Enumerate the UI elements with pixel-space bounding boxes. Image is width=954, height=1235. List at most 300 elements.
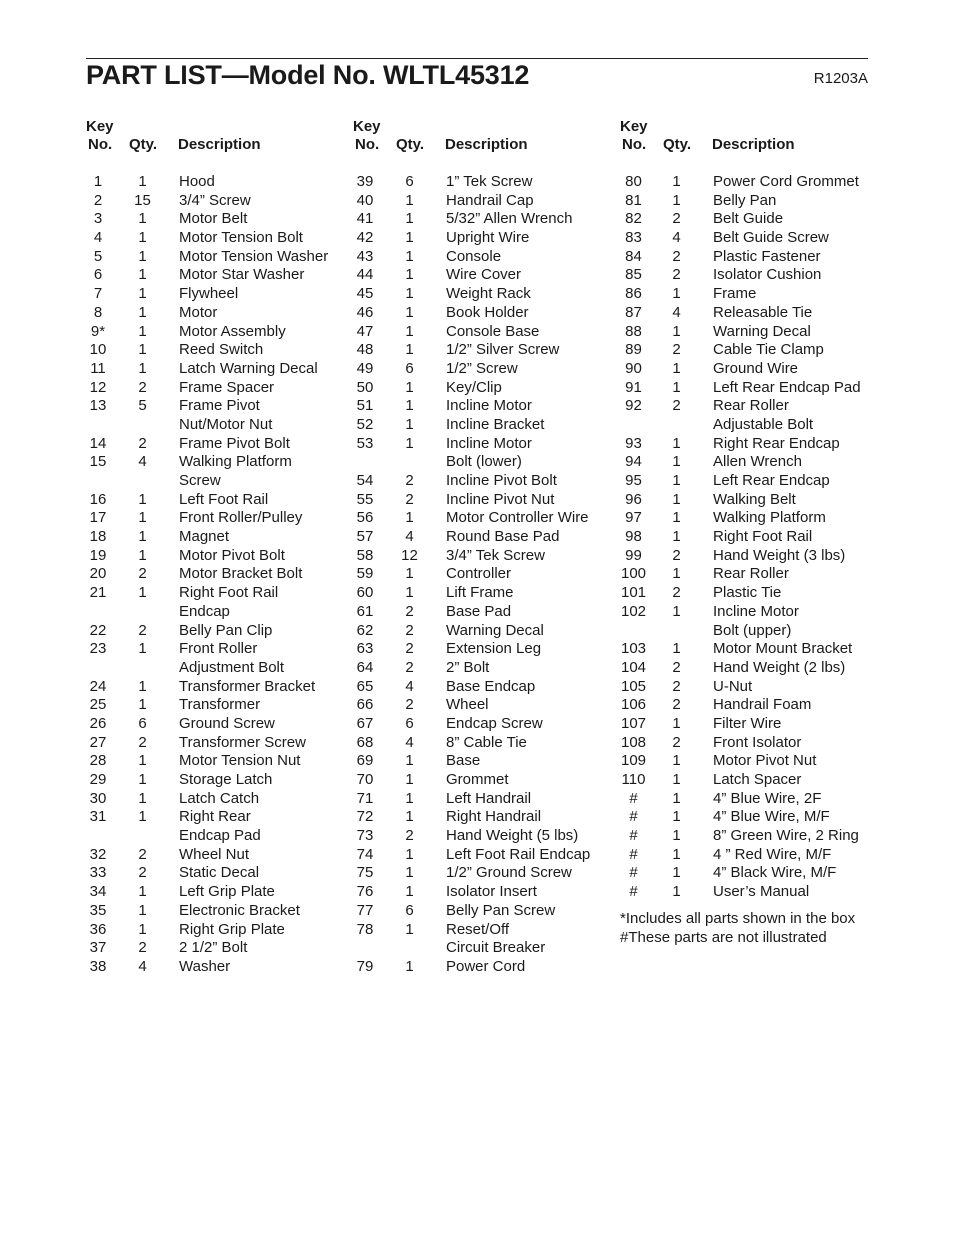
column-header [620, 118, 880, 156]
quantity: 1 [405, 303, 414, 321]
part-description: Console Base [446, 322, 540, 340]
footnotes [620, 910, 880, 947]
quantity: 4 [138, 957, 147, 975]
part-row [86, 248, 348, 267]
key-number: 14 [89, 434, 107, 452]
part-description: Ground Screw [179, 714, 275, 732]
part-description: Warning Decal [713, 322, 811, 340]
quantity: 1 [672, 322, 681, 340]
key-number: 82 [625, 210, 642, 228]
part-row [86, 696, 348, 715]
part-description: 3/4” Tek Screw [446, 546, 545, 564]
key-number: 31 [89, 808, 107, 826]
part-row [620, 509, 880, 528]
part-row [620, 341, 880, 360]
quantity: 1 [138, 509, 147, 527]
key-number: 81 [625, 191, 642, 209]
key-number: 17 [89, 509, 107, 527]
part-description: 5/32” Allen Wrench [446, 210, 573, 228]
part-description: Left Grip Plate [179, 883, 275, 901]
part-description: Endcap [179, 602, 230, 620]
part-description: Round Base Pad [446, 528, 560, 546]
key-number: 61 [356, 602, 374, 620]
key-number: 76 [356, 883, 374, 901]
part-description: Frame Pivot [179, 397, 260, 415]
parts-rows [620, 173, 880, 902]
quantity: 2 [138, 939, 147, 957]
part-description: Latch Catch [179, 789, 260, 807]
part-description: Lift Frame [446, 584, 514, 602]
part-description: Right Rear [179, 808, 251, 826]
part-row [353, 491, 615, 510]
key-number: 49 [356, 359, 374, 377]
quantity: 1 [672, 771, 681, 788]
quantity: 1 [138, 920, 147, 938]
key-number: # [629, 845, 638, 863]
part-description: Upright Wire [446, 229, 530, 247]
part-description: Reset/Off [446, 920, 510, 938]
part-row [86, 229, 348, 248]
footnote-not-illustrated: #These parts are not illustrated [620, 928, 827, 946]
quantity: 1 [405, 210, 414, 228]
part-row [620, 603, 880, 622]
part-row [353, 229, 615, 248]
key-number: 57 [356, 528, 374, 546]
part-row [86, 659, 348, 678]
quantity: 1 [405, 771, 414, 788]
part-row [86, 622, 348, 641]
key-number: 5 [93, 247, 103, 265]
quantity: 1 [672, 453, 681, 471]
part-description: Belly Pan [713, 191, 777, 209]
part-row [620, 528, 880, 547]
quantity: 1 [138, 696, 147, 714]
part-row [86, 958, 348, 977]
part-description: Right Grip Plate [179, 920, 285, 938]
quantity: 1 [138, 808, 147, 826]
quantity: 2 [405, 472, 414, 489]
key-number: 85 [625, 266, 642, 284]
part-description: Rear Roller [713, 397, 789, 415]
key-number: 66 [356, 696, 374, 714]
part-description: Transformer Bracket [179, 677, 316, 695]
key-number: 18 [89, 528, 107, 546]
footnote-included: *Includes all parts shown in the box [620, 909, 856, 927]
key-number: 9* [90, 322, 106, 340]
quantity: 6 [405, 173, 414, 190]
quantity: 1 [405, 397, 414, 415]
key-number: 58 [356, 546, 374, 564]
key-number: 37 [89, 939, 107, 957]
part-row [353, 528, 615, 547]
quantity: 2 [405, 621, 414, 639]
key-number: 11 [90, 359, 106, 377]
key-number: 10 [89, 341, 107, 359]
quantity: 1 [405, 266, 414, 284]
quantity: 1 [405, 322, 414, 340]
part-description: Hand Weight (3 lbs) [713, 546, 846, 564]
part-row [353, 622, 615, 641]
part-row [86, 864, 348, 883]
key-number: 23 [89, 640, 107, 658]
part-row [353, 846, 615, 865]
key-number: 26 [89, 714, 107, 732]
key-number: 94 [625, 453, 642, 471]
part-row [86, 397, 348, 416]
quantity: 1 [405, 247, 414, 265]
quantity: 2 [405, 658, 414, 676]
quantity: 1 [138, 247, 147, 265]
part-row [353, 397, 615, 416]
quantity: 1 [672, 285, 681, 303]
key-number: 30 [89, 789, 107, 807]
part-description: Motor Tension Bolt [179, 229, 303, 247]
part-description: Releasable Tie [713, 303, 813, 321]
quantity: 1 [672, 883, 681, 901]
part-row [353, 752, 615, 771]
part-description: Endcap Screw [446, 714, 543, 732]
part-row [86, 416, 348, 435]
part-description: Right Foot Rail [713, 528, 813, 546]
quantity: 4 [405, 733, 414, 751]
quantity: 1 [672, 565, 681, 583]
part-description: Electronic Bracket [179, 901, 300, 919]
key-number: 25 [89, 696, 107, 714]
part-row [620, 696, 880, 715]
key-number: 60 [356, 584, 374, 602]
part-row [620, 846, 880, 865]
part-row [86, 939, 348, 958]
quantity: 4 [405, 677, 414, 695]
key-number: 56 [356, 509, 374, 527]
key-number: 101 [620, 584, 647, 602]
quantity: 1 [405, 789, 414, 807]
quantity: 1 [672, 472, 681, 489]
part-row [353, 304, 615, 323]
part-row [353, 285, 615, 304]
part-row [620, 715, 880, 734]
no-header: No. [622, 136, 647, 153]
part-row [620, 229, 880, 248]
key-number: 52 [356, 415, 374, 433]
part-description: Belt Guide [713, 210, 784, 228]
part-description: Transformer Screw [179, 733, 306, 751]
part-description: 1/2” Ground Screw [446, 864, 572, 882]
part-row [86, 715, 348, 734]
key-number: 39 [356, 173, 374, 190]
part-description: Base Pad [446, 602, 512, 620]
key-number: 21 [89, 584, 107, 602]
quantity: 1 [138, 303, 147, 321]
part-description: Right Rear Endcap [713, 434, 840, 452]
quantity: 2 [672, 210, 681, 228]
key-number: 51 [356, 397, 374, 415]
part-description: Left Rear Endcap [713, 472, 830, 489]
part-description: Incline Pivot Bolt [446, 472, 557, 489]
part-description: Bolt (upper) [713, 621, 792, 639]
part-row [353, 958, 615, 977]
qty-header: Qty. [396, 136, 425, 153]
part-description: Console [446, 247, 502, 265]
quantity: 1 [405, 752, 414, 770]
quantity: 1 [138, 640, 147, 658]
part-description: User’s Manual [713, 883, 810, 901]
qty-header: Qty. [663, 136, 692, 153]
key-number: 55 [356, 490, 374, 508]
part-row [620, 659, 880, 678]
quantity: 1 [138, 229, 147, 247]
quantity: 1 [672, 864, 681, 882]
key-number: 69 [356, 752, 374, 770]
key-number: 63 [356, 640, 374, 658]
part-row [353, 173, 615, 192]
part-description: Ground Wire [713, 359, 799, 377]
quantity: 1 [405, 229, 414, 247]
part-row [86, 771, 348, 790]
quantity: 1 [138, 173, 147, 190]
quantity: 1 [672, 714, 681, 732]
key-number: 92 [625, 397, 642, 415]
part-description: Plastic Tie [713, 584, 782, 602]
quantity: 4 [138, 453, 147, 471]
part-row [620, 678, 880, 697]
part-description: Controller [446, 565, 512, 583]
part-description: Motor Assembly [179, 322, 286, 340]
part-description: Motor Bracket Bolt [179, 565, 303, 583]
quantity: 2 [138, 565, 147, 583]
quantity: 15 [134, 191, 151, 209]
quantity: 1 [405, 565, 414, 583]
part-description: Hand Weight (2 lbs) [713, 658, 846, 676]
part-description: 8” Green Wire, 2 Ring [713, 827, 859, 845]
quantity: 1 [405, 883, 414, 901]
part-row [620, 640, 880, 659]
quantity: 1 [138, 490, 147, 508]
quantity: 1 [138, 341, 147, 359]
key-header: Key [353, 118, 381, 135]
part-description: Grommet [446, 771, 509, 788]
part-row [620, 584, 880, 603]
quantity: 1 [405, 509, 414, 527]
part-description: Front Roller [179, 640, 258, 658]
part-description: Key/Clip [446, 378, 502, 396]
quantity: 1 [672, 359, 681, 377]
part-row [86, 640, 348, 659]
part-description: 3/4” Screw [179, 191, 251, 209]
quantity: 2 [405, 490, 414, 508]
quantity: 1 [672, 789, 681, 807]
key-number: 3 [93, 210, 103, 228]
key-number: 7 [93, 285, 103, 303]
key-number: 77 [356, 901, 374, 919]
quantity: 2 [138, 733, 147, 751]
key-number: 64 [356, 658, 374, 676]
part-description: Book Holder [446, 303, 529, 321]
part-description: Motor Pivot Bolt [179, 546, 285, 564]
quantity: 2 [672, 266, 681, 284]
part-row [86, 472, 348, 491]
quantity: 1 [138, 322, 147, 340]
part-description: Right Handrail [446, 808, 542, 826]
quantity: 1 [672, 752, 681, 770]
key-number: 105 [620, 677, 647, 695]
part-description: Handrail Cap [446, 191, 534, 209]
part-description: Wheel [446, 696, 489, 714]
quantity: 1 [405, 584, 414, 602]
part-row [620, 173, 880, 192]
part-row [353, 323, 615, 342]
key-number: 87 [625, 303, 642, 321]
part-row [620, 883, 880, 902]
quantity: 1 [672, 640, 681, 658]
key-number: 72 [356, 808, 374, 826]
part-row [353, 939, 615, 958]
part-description: 2 1/2” Bolt [179, 939, 248, 957]
part-row [353, 565, 615, 584]
part-description: Static Decal [179, 864, 260, 882]
key-number: 100 [620, 565, 647, 583]
part-description: Motor Tension Nut [179, 752, 301, 770]
key-number: 32 [89, 845, 107, 863]
part-row [86, 565, 348, 584]
part-row [86, 323, 348, 342]
quantity: 4 [672, 229, 681, 247]
part-description: Motor Pivot Nut [713, 752, 817, 770]
part-description: 1” Tek Screw [446, 173, 533, 190]
key-number: 91 [625, 378, 642, 396]
part-description: Belly Pan Screw [446, 901, 556, 919]
part-description: 2” Bolt [446, 658, 490, 676]
quantity: 2 [138, 434, 147, 452]
key-number: 22 [89, 621, 107, 639]
part-row [353, 902, 615, 921]
key-number: 110 [621, 771, 646, 788]
part-description: Left Foot Rail Endcap [446, 845, 591, 863]
key-number: 8 [93, 303, 103, 321]
part-row [353, 827, 615, 846]
part-description: Circuit Breaker [446, 939, 546, 957]
key-number: 106 [620, 696, 647, 714]
quantity: 1 [405, 341, 414, 359]
quantity: 2 [672, 677, 681, 695]
key-number: 34 [89, 883, 107, 901]
part-description: U-Nut [713, 677, 753, 695]
part-description: 1/2” Silver Screw [446, 341, 560, 359]
part-row [353, 640, 615, 659]
part-description: Allen Wrench [713, 453, 802, 471]
part-row [86, 883, 348, 902]
part-description: Frame [713, 285, 757, 303]
quantity: 1 [672, 528, 681, 546]
quantity: 1 [405, 285, 414, 303]
part-description: Incline Bracket [446, 415, 545, 433]
quantity: 1 [672, 808, 681, 826]
key-number: 74 [356, 845, 374, 863]
quantity: 1 [405, 808, 414, 826]
part-description: Frame Pivot Bolt [179, 434, 290, 452]
quantity: 2 [405, 602, 414, 620]
part-row [86, 921, 348, 940]
key-number: 89 [625, 341, 642, 359]
key-number: 62 [356, 621, 374, 639]
part-description: 1/2” Screw [446, 359, 518, 377]
quantity: 1 [138, 528, 147, 546]
key-number: 24 [89, 677, 107, 695]
quantity: 1 [405, 191, 414, 209]
parts-column-2 [353, 118, 615, 977]
key-number: 65 [356, 677, 374, 695]
part-description: Belt Guide Screw [713, 229, 829, 247]
part-description: 8” Cable Tie [446, 733, 527, 751]
quantity: 2 [138, 378, 147, 396]
key-number: 46 [356, 303, 374, 321]
part-description: Adjustment Bolt [179, 658, 285, 676]
part-row [353, 210, 615, 229]
part-description: Cable Tie Clamp [713, 341, 824, 359]
quantity: 1 [405, 920, 414, 938]
part-row [86, 453, 348, 472]
quantity: 1 [138, 266, 147, 284]
key-number: 41 [356, 210, 374, 228]
quantity: 1 [672, 509, 681, 527]
part-description: Incline Motor [446, 397, 532, 415]
key-number: 43 [356, 247, 374, 265]
part-row [353, 734, 615, 753]
part-description: Transformer [179, 696, 261, 714]
key-number: 86 [625, 285, 642, 303]
quantity: 4 [672, 303, 681, 321]
part-description: 4” Blue Wire, M/F [713, 808, 830, 826]
key-number: 1 [93, 173, 103, 190]
parts-column-3 [620, 118, 880, 947]
part-row [86, 341, 348, 360]
part-row [86, 902, 348, 921]
key-number: 12 [89, 378, 107, 396]
quantity: 2 [138, 845, 147, 863]
quantity: 1 [672, 434, 681, 452]
key-number: 99 [625, 546, 642, 564]
part-description: Base Endcap [446, 677, 536, 695]
part-row [620, 248, 880, 267]
part-row [353, 509, 615, 528]
key-number: 33 [89, 864, 107, 882]
key-number: 103 [620, 640, 647, 658]
key-number: 45 [356, 285, 374, 303]
key-number: 47 [356, 322, 374, 340]
quantity: 1 [138, 359, 147, 377]
key-number: 13 [89, 397, 107, 415]
part-description: Belly Pan Clip [179, 621, 273, 639]
part-row [86, 285, 348, 304]
part-row [86, 827, 348, 846]
part-row [353, 192, 615, 211]
quantity: 1 [138, 901, 147, 919]
key-number: 75 [356, 864, 374, 882]
description-header: Description [178, 136, 261, 153]
part-description: Left Handrail [446, 789, 532, 807]
key-header: Key [86, 118, 114, 135]
part-row [353, 771, 615, 790]
quantity: 2 [672, 546, 681, 564]
key-number: 20 [89, 565, 107, 583]
part-description: Hand Weight (5 lbs) [446, 827, 579, 845]
page-title: PART LIST—Model No. WLTL45312 [86, 60, 530, 90]
part-row [620, 734, 880, 753]
part-description: Isolator Insert [446, 883, 537, 901]
part-row [620, 790, 880, 809]
key-number: 102 [620, 602, 647, 620]
quantity: 4 [405, 528, 414, 546]
